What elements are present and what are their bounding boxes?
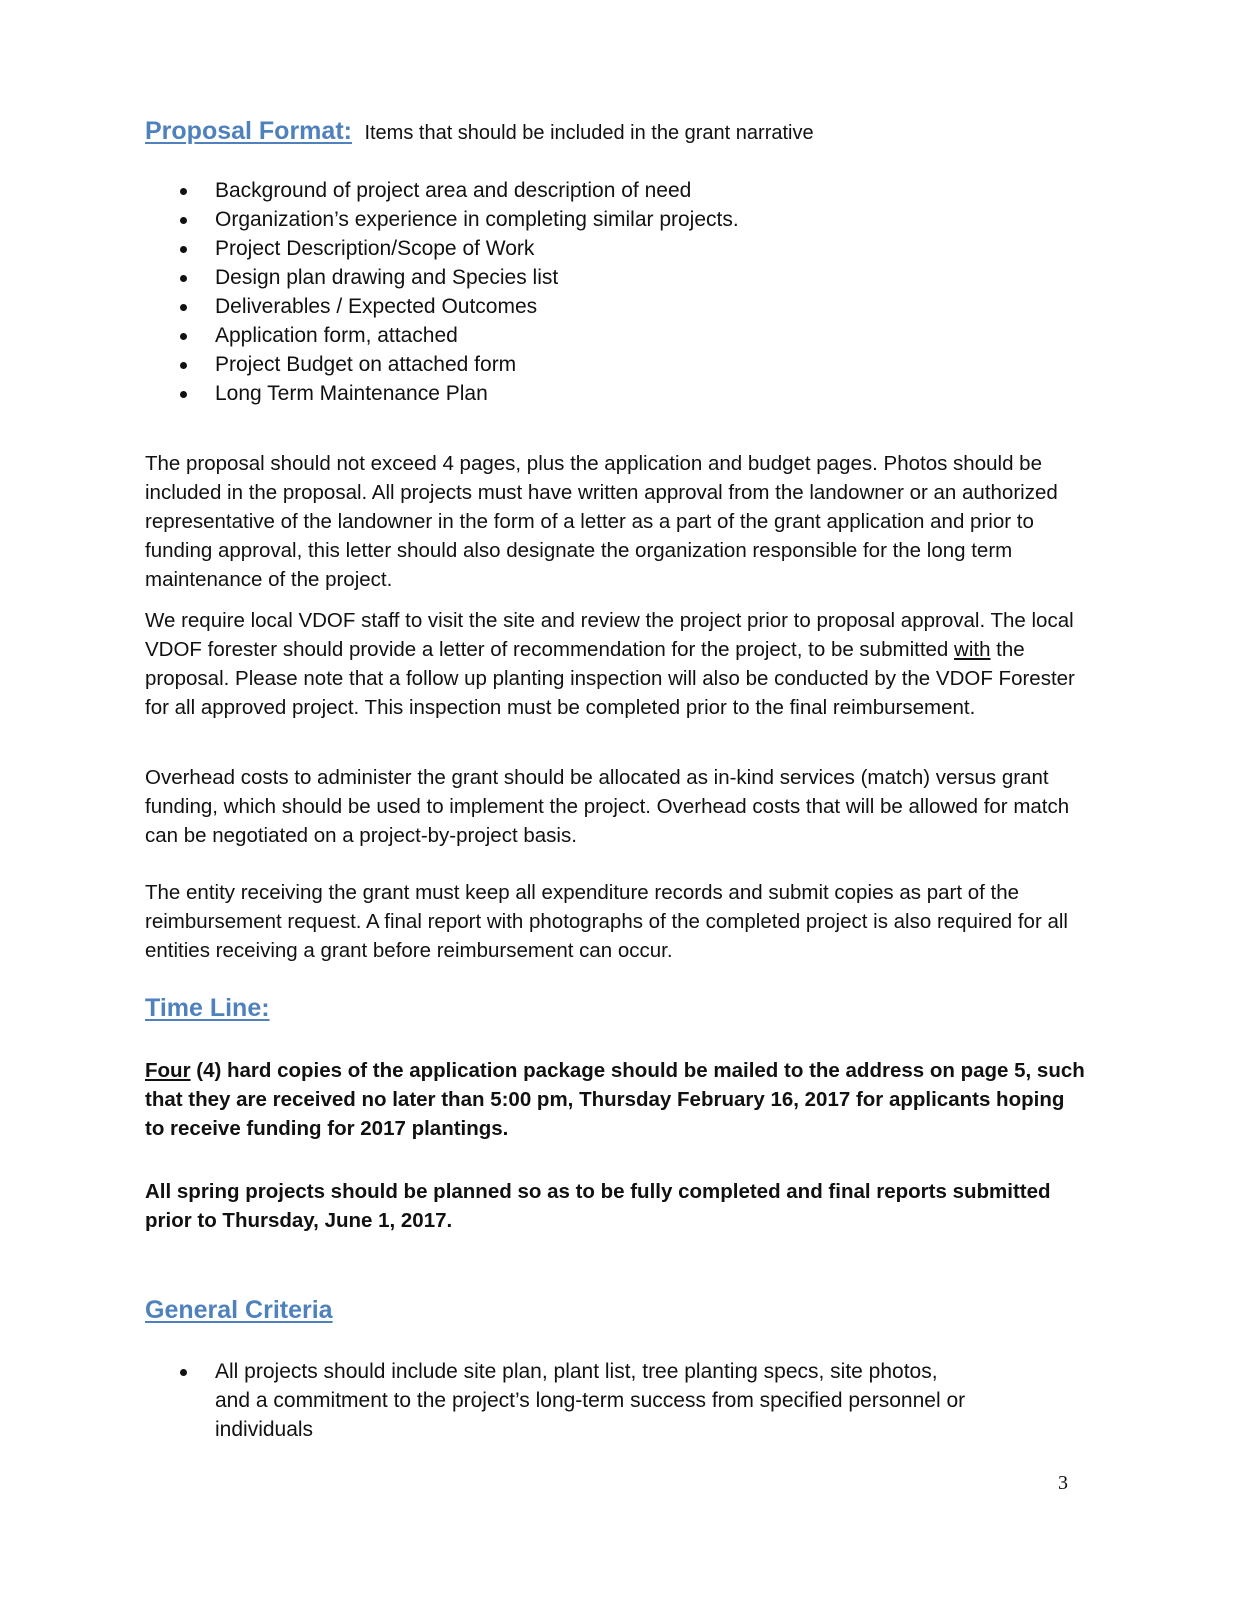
bullet-icon [180,362,187,369]
list-item: All projects should include site plan, plant list, tree planting specs, site photos, and a commitment to the project’s long-term success from specified personnel or individuals [175,1357,975,1444]
proposal-format-heading: Proposal Format: [145,117,352,145]
bullet-icon [180,275,187,282]
proposal-length-paragraph: The proposal should not exceed 4 pages, plus the application and budget pages. Photos should be included in the proposal. All projects must have written approval from the landowner or an authorized representative of the landowner in the form of a letter as a part of the grant application and prior to funding approval, this letter should also designate the organization responsible for the long term maintenance of the project. [145,452,1058,591]
vdof-visit-paragraph: We require local VDOF staff to visit the site and review the project prior to proposal approval. The local VDOF forester should provide a letter of recommendation for the project, to be submitted with the proposal. Please note that a follow up planting inspection will also be conducted by the VDOF Forester for all approved project. This inspection must be completed prior to the final reimbursement. [145,609,1075,719]
page-number: 3 [1058,1472,1068,1494]
proposal-format-heading-line [145,117,814,146]
bullet-icon [180,246,187,253]
four-emphasis: Four [145,1059,191,1082]
list-item: Design plan drawing and Species list [175,263,739,292]
list-item: Project Description/Scope of Work [175,234,739,263]
completion-deadline-paragraph: All spring projects should be planned so as to be fully completed and final reports submitted prior to Thursday, June 1, 2017. [145,1180,1051,1232]
list-item: Background of project area and description of need [175,176,739,205]
bullet-icon [180,304,187,311]
time-line-heading: Time Line: [145,994,270,1022]
bullet-icon [180,217,187,224]
list-item: Organization’s experience in completing similar projects. [175,205,739,234]
list-item: Long Term Maintenance Plan [175,379,739,408]
list-item: Project Budget on attached form [175,350,739,379]
bullet-icon [180,1369,187,1376]
general-criteria-list [175,1357,975,1444]
expenditure-records-paragraph: The entity receiving the grant must keep all expenditure records and submit copies as part of the reimbursement request. A final report with photographs of the completed project is also required for all entities receiving a grant before reimbursement can occur. [145,881,1068,962]
bullet-icon [180,333,187,340]
overhead-costs-paragraph: Overhead costs to administer the grant should be allocated as in-kind services (match) versus grant funding, which should be used to implement the project. Overhead costs that will be allowed for match can be negotiated on a project-by-project basis. [145,766,1070,847]
list-item: Deliverables / Expected Outcomes [175,292,739,321]
application-deadline-paragraph: Four (4) hard copies of the application package should be mailed to the address on page 5, such that they are received no later than 5:00 pm, Thursday February 16, 2017 for applicants hoping to receive funding for 2017 plantings. [145,1059,1085,1140]
with-emphasis: with [954,638,991,661]
bullet-icon [180,391,187,398]
proposal-format-note: Items that should be included in the grant narrative [364,122,814,144]
general-criteria-heading: General Criteria [145,1296,333,1324]
proposal-format-list [175,176,739,408]
bullet-icon [180,188,187,195]
list-item: Application form, attached [175,321,739,350]
